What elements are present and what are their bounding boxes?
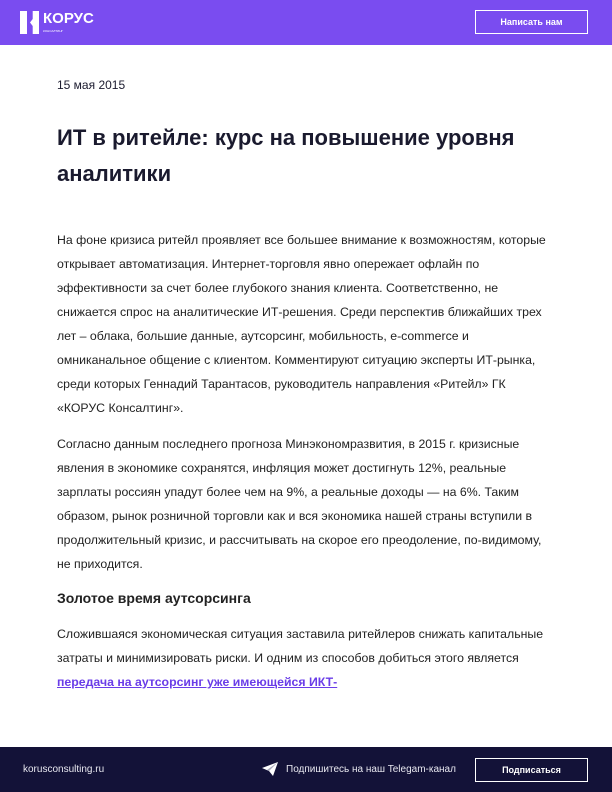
logo[interactable] [20, 11, 94, 34]
telegram-text: Подпишитесь на наш Telegam-канал [286, 764, 456, 775]
article-body [57, 228, 557, 706]
site-link[interactable]: korusconsulting.ru [23, 764, 105, 775]
paragraph: Согласно данным последнего прогноза Минэкономразвития, в 2015 г. кризисные явления в экономике сохранятся, инфляция может достигнуть 12%, реальные зарплаты россиян упадут более чем на 9%, а реальные доходы — на 6%. Таким образом, рынок розничной торговли как и вся экономика нашей страны вступили в продолжительный кризис, и рассчитывать на скорое его преодоление, по-видимому, не приходится. [57, 437, 542, 571]
logo-mark-icon [20, 11, 40, 34]
telegram-icon [262, 762, 278, 776]
section-heading: Золотое время аутсорсинга [57, 590, 251, 606]
paragraph [57, 622, 557, 694]
outsourcing-link[interactable]: передача на аутсорсинг уже имеющейся ИКТ- [57, 675, 338, 689]
paragraph-text: Сложившаяся экономическая ситуация заставила ритейлеров снижать капитальные затраты и минимизировать риски. И одним из способов добиться этого является [57, 627, 544, 665]
article-date: 15 мая 2015 [57, 78, 126, 92]
logo-subtitle: КОНСАЛТИНГ [43, 29, 64, 33]
footer [0, 747, 612, 792]
logo-text: КОРУС [43, 10, 94, 27]
write-us-button[interactable]: Написать нам [475, 10, 588, 34]
paragraph: На фоне кризиса ритейл проявляет все большее внимание к возможностям, которые открывает автоматизация. Интернет-торговля явно опережает офлайн по эффективности за счет более глубокого знания клиента. Соответственно, не снижается спрос на аналитические ИТ-решения. Среди перспектив ближайших трех лет – облака, большие данные, аутсорсинг, мобильность, e-commerce и омниканальное общение с клиентом. Комментируют ситуацию эксперты ИТ-рынка, среди которых Геннадий Тарантасов, руководитель направления «Ритейл» ГК «КОРУС Консалтинг». [57, 233, 546, 415]
header [0, 0, 612, 45]
subscribe-button[interactable]: Подписаться [475, 758, 588, 782]
article-title: ИТ в ритейле: курс на повышение уровня аналитики [57, 125, 515, 186]
